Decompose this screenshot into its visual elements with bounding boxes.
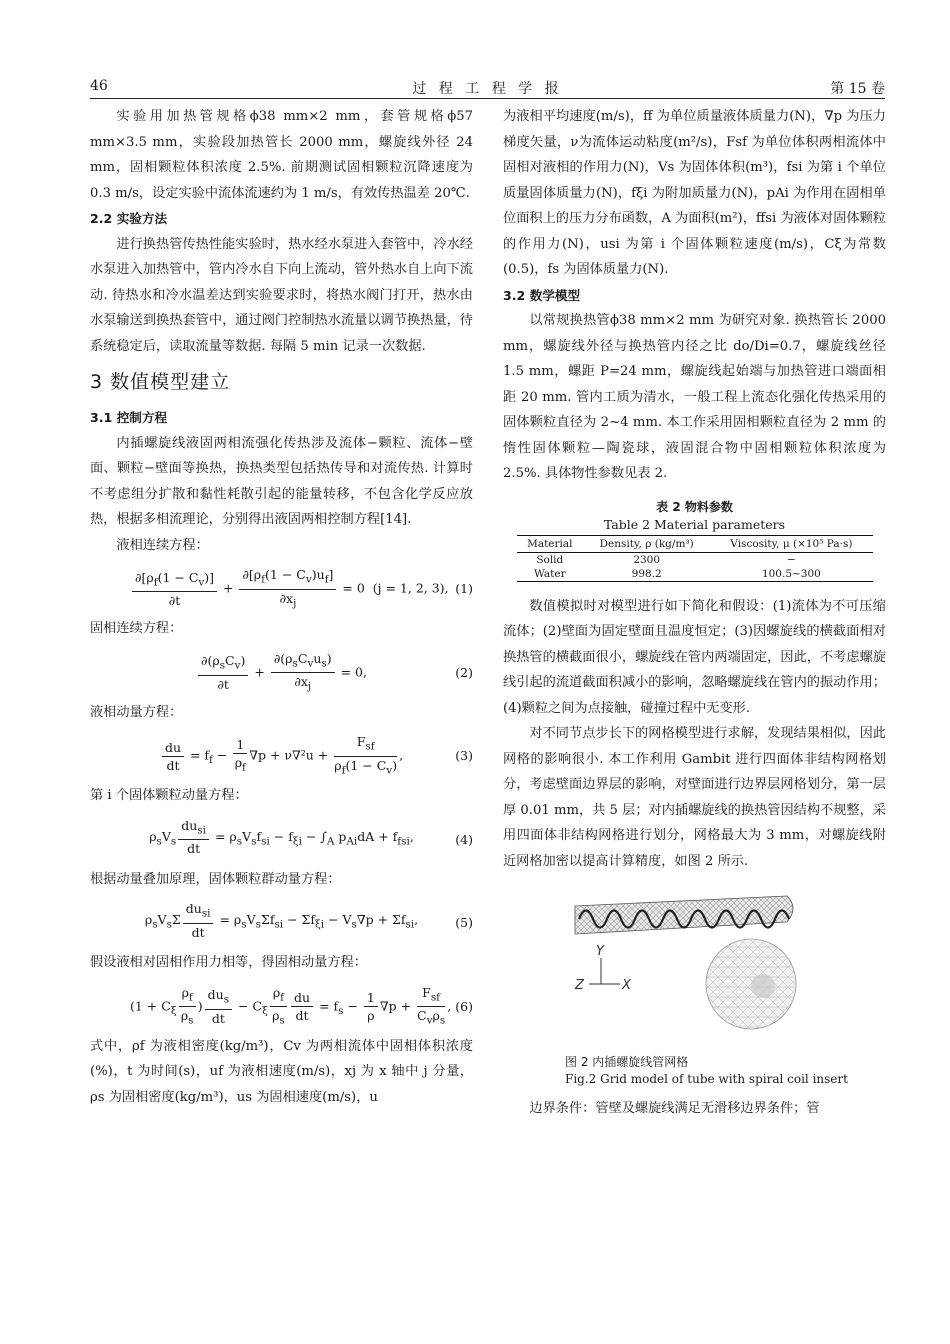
table-cell: 2300 [633,553,661,566]
label-liquid-momentum: 液相动量方程： [90,704,183,720]
table-header-row [517,535,873,552]
label-liquid-continuity: 液相连续方程： [116,537,209,553]
cross-section-mesh [706,939,796,1029]
equation-3: $\frac{du}{dt}$ = $f_f$ − $\frac{1}{\rho_f}$ ∇p + ν∇²u + $F_{sf}$ $\rho_f(1 - C_v)$ , (3) [90,733,473,773]
table-row [517,567,873,582]
paragraph-symbol-definitions-cont: 为液相平均速度(m/s)，ff 为单位质量液体质量力(N)，∇p 为压力梯度矢量，ν为流体运动粘度(m²/s)，Fsf 为单位体积两相流体中固相对液相的作用力(N)，Vs 为固体体积(m³)，fsi 为第 i 个单位质量固体质量力(N)，fξi 为附加质量力(N)，pAi 为作用在固相单位面积上的压力分布函数，A 为面积(m²)，ffsi 为液体对固体颗粒的作用力(N)，usi 为第 i 个固体颗粒速度(m/s)，Cξ为常数(0.5)，fs 为固体质量力(N). [503,109,886,277]
table-cell: 998.2 [583,567,710,582]
equation-1: $\frac{\partial[\rho_f(1 - C_v)]}{\partial t}$ + $\frac{\partial[\rho_f(1 - C_v)u_f]}{\partial x_j}$ = 0 (j = 1, 2, 3), (1) [90,566,473,606]
table-cell: 100.5~300 [710,567,872,582]
tube-mesh [575,896,793,934]
table-cell: Solid [536,553,564,566]
right-column [503,104,886,1122]
paragraph-math-model: 以常规换热管ϕ38 mm×2 mm 为研究对象. 换热管长 2000 mm，螺旋线外径与换热管内径之比 do/Di=0.7，螺旋线丝径 1.5 mm，螺距 P=24 mm，螺旋线起始端与加热管进口端面相距 20 mm. 管内工质为清水，一般工程上流态化强化传热采用的固体颗粒直径为 2~4 mm. 本工作采用固相颗粒直径为 2 mm 的惰性固体颗粒—陶瓷球，液固混合物中固相颗粒体积浓度为 2.5%. 具体物性参数见表 2. [503,313,886,481]
equation-number-6: (6) [455,998,473,1014]
section-3-1-heading: 3.1 控制方程 [90,410,168,425]
equation-6: ($1 + C_\xi$ $\frac{\rho_f}{\rho_s}$ ) $du_s$ dt − $C_\xi$ $\frac{\rho_f}{\rho_s}$ $\frac{du}{dt}$ = $f_s$ − $\frac{1}{\rho}$ ∇p + $F_{sf}$ $C_v\rho_s$ , (6) [130,984,473,1027]
paragraph-mesh: 对不同节点步长下的网格模型进行求解，发现结果相似，因此网格的影响很小. 本工作利用 Gambit 进行四面体非结构网格划分，考虑壁面边界层的影响，对壁面进行边界层网格划分，第一层厚 0.01 mm，共 5 层；对内插螺旋线的换热管因结构不规整，采用四面体非结构网格进行划分，网格最大为 3 mm，对螺旋线附近网格加密以提高计算精度，如图 2 所示. [503,726,886,869]
journal-name: 过 程 工 程 学 报 [412,81,563,97]
table-cell: Water [517,567,584,582]
grid-model-illustration [503,882,886,1054]
equation-4: $\rho_sV_s$ $du_{si}$ dt = $\rho_sV_sf_{si} - f_{\xi i} - \int_A$ $p_{Ai}dA + f_{fsi}$, (4) [149,817,473,856]
axis-label-x: X [622,978,631,993]
paragraph-experiment-method: 进行换热管传热性能实验时，热水经水泵进入套管中，冷水经水泵进入加热管中，管内冷水自下向上流动，管外热水自上向下流动. 待热水和冷水温差达到实验要求时，将热水阀门打开，热水由水泵输送到换热套管中，通过阀门控制热水流量以调节换热量，待系统稳定后，读取流量等数据. 每隔 5 min 记录一次数据. [90,236,473,354]
equation-number-2: (2) [455,664,473,680]
section-2-2-heading: 2.2 实验方法 [90,211,168,226]
equation-number-5: (5) [455,915,473,930]
page-number: 46 [90,78,108,94]
paragraph-assumptions: 数值模拟时对模型进行如下简化和假设：(1)流体为不可压缩流体；(2)壁面为固定壁面且温度恒定；(3)因螺旋线的横截面相对换热管的横截面很小，螺旋线在管内两端固定，因此，不考虑螺旋线引起的流道截面积减小的影响，忽略螺旋线在管内的振动作用；(4)颗粒之间为点接触，碰撞过程中无变形. [503,598,886,716]
material-parameters-table [517,535,873,582]
table-header-material: Material [517,535,584,552]
equation-number-1: (1) [455,581,473,596]
label-solid-continuity: 固相连续方程： [90,621,183,636]
table-row [517,552,873,567]
equation-2: $\partial(\rho_sC_v)$ ∂t + $\partial(\rho_sC_vu_s)$ $\partial x_j$ = 0, (2) [90,650,473,690]
table-header-viscosity: Viscosity, μ (×10⁵ Pa·s) [710,535,872,552]
figure-2-caption-en: Fig.2 Grid model of tube with spiral coil insert [565,1072,848,1086]
figure-2-caption-zh: 图 2 内插螺旋线管网格 [565,1055,689,1069]
coordinate-axes [574,944,632,993]
label-particle-momentum: 第 i 个固体颗粒动量方程： [90,788,248,803]
equation-number-3: (3) [455,748,473,763]
running-header [90,78,885,99]
axis-label-z: Z [575,978,584,993]
figure-2-grid-model [503,882,886,1054]
section-3-2-heading: 3.2 数学模型 [503,287,581,303]
paragraph-symbol-definitions: 式中，ρf 为液相密度(kg/m³)，Cv 为两相流体中固相体积浓度(%)，t 为时间(s)，uf 为液相速度(m/s)，xj 为 x 轴中 j 分量，ρs 为固相密度(kg/m³)，us 为固相速度(m/s)，u [90,1038,473,1105]
label-solid-momentum: 假设液相对固相作用力相等，得固相动量方程： [90,955,367,970]
table-cell: − [786,553,796,566]
paragraph-experiment-specs: 实验用加热管规格ϕ38 mm×2 mm，套管规格ϕ57 mm×3.5 mm，实验段加热管长 2000 mm，螺旋线外径 24 mm，固相颗粒体积浓度 2.5%. 前期测试固相颗粒沉降速度为 0.3 m/s，设定实验中流体流速约为 1 m/s，有效传热温差 20℃. [90,109,473,201]
volume-number: 第 15 卷 [830,81,885,97]
table-header-density: Density, ρ (kg/m³) [583,535,710,552]
left-column [90,104,473,1110]
equation-5: $\rho_sV_s\Sigma$ $du_{si}$ dt = $\rho_sV_s\Sigma f_{si} - \Sigma f_{\xi i} - V_s\nabla p + \Sigma f_{si}$, (5) [144,901,473,940]
paragraph-control-equations: 内插螺旋线液固两相流强化传热涉及流体−颗粒、流体−壁面、颗粒−壁面等换热，换热类型包括热传导和对流传热. 计算时不考虑组分扩散和黏性耗散引起的能量转移，不包含化学反应放热，根据多相流理论，分别得出液固两相控制方程[14]. [90,435,473,527]
axis-label-y: Y [596,944,604,959]
table-2-caption-en: Table 2 Material parameters [603,516,786,532]
label-particle-group-momentum: 根据动量叠加原理，固体颗粒群动量方程： [90,871,341,887]
section-3-heading: 3 数值模型建立 [90,371,231,393]
table-2-caption-zh: 表 2 物料参数 [656,499,733,514]
paragraph-boundary-conditions: 边界条件：管壁及螺旋线满足无滑移边界条件；管 [529,1101,820,1116]
equation-number-4: (4) [455,831,473,847]
figure-2-caption [565,1054,886,1088]
